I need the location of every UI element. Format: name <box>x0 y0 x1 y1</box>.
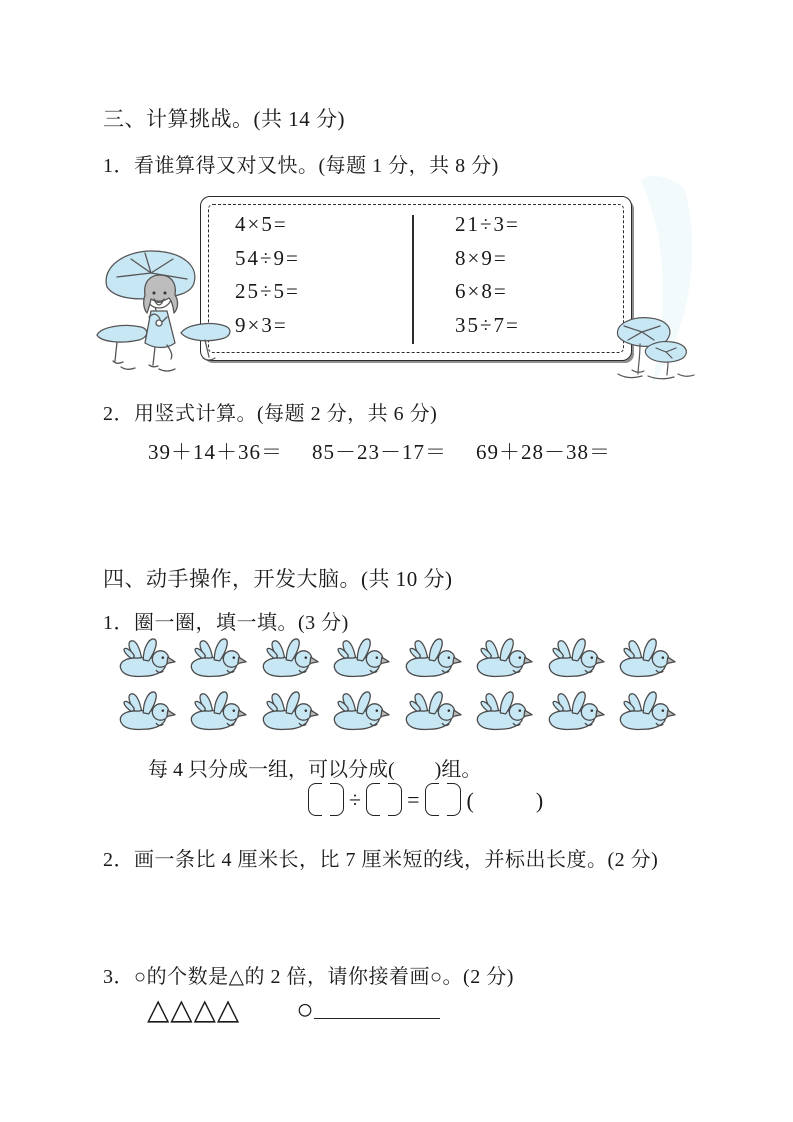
section-4-q3-label: 3．○的个数是△的 2 倍，请你接着画○。(2 分) <box>103 966 514 988</box>
bird-row <box>116 634 676 688</box>
section-3-q1-label: 1．看谁算得又对又快。(每题 1 分，共 8 分) <box>103 155 499 177</box>
bird-illustration <box>616 687 676 737</box>
expression: 39＋14＋36＝ <box>148 440 283 464</box>
bird-illustration <box>402 634 462 684</box>
answer-unit-paren: ( ) <box>466 788 550 813</box>
bird-illustration <box>116 634 176 684</box>
circle-shape: ○ <box>296 994 314 1026</box>
bird-illustration <box>259 687 319 737</box>
expression: 85－23－17＝ <box>312 440 447 464</box>
problem-column-left <box>235 208 300 342</box>
answer-box-dividend <box>308 783 344 816</box>
section-3-q2-label: 2．用竖式计算。(每题 2 分，共 6 分) <box>103 403 438 425</box>
bird-illustration <box>545 687 605 737</box>
bird-illustration <box>473 634 533 684</box>
problem-column-right <box>455 208 520 342</box>
calculation-box <box>200 196 632 361</box>
girl-with-lotus-leaf-illustration <box>93 243 238 375</box>
bird-illustration <box>259 634 319 684</box>
problem: 21÷3= <box>455 212 520 236</box>
bird-illustration <box>116 687 176 737</box>
triangle-shapes: △△△△ <box>147 994 241 1026</box>
bird-illustration <box>616 634 676 684</box>
section-4-heading: 四、动手操作，开发大脑。(共 10 分) <box>103 567 453 591</box>
calculation-box-divider <box>412 215 414 344</box>
problem: 8×9= <box>455 245 508 270</box>
section-3-heading: 三、计算挑战。(共 14 分) <box>103 107 345 131</box>
answer-box-quotient <box>425 783 461 816</box>
problem: 54÷9= <box>235 245 300 270</box>
bird-illustration <box>545 634 605 684</box>
lotus-leaves-illustration <box>610 314 714 380</box>
grouping-fill-sentence: 每 4 只分成一组，可以分成( )组。 <box>148 759 482 781</box>
bird-illustration <box>187 687 247 737</box>
problem: 6×8= <box>455 279 508 303</box>
section-4-q1-label: 1．圈一圈，填一填。(3 分) <box>103 612 349 634</box>
divide-sign: ÷ <box>349 786 362 812</box>
answer-box-divisor <box>366 783 402 816</box>
problem: 35÷7= <box>455 312 520 337</box>
problem: 9×3= <box>235 312 288 337</box>
shapes-row <box>147 992 440 1027</box>
expression: 69＋28－38＝ <box>476 440 611 464</box>
bird-illustration <box>330 687 390 737</box>
draw-circles-blank-line <box>314 994 440 1019</box>
problem: 25÷5= <box>235 279 300 303</box>
bird-illustration <box>402 687 462 737</box>
bird-row <box>116 687 676 741</box>
equals-sign: = <box>407 786 420 812</box>
bird-illustration <box>187 634 247 684</box>
problem: 4×5= <box>235 212 288 236</box>
vertical-calculation-expressions <box>148 436 611 466</box>
division-equation-row <box>308 783 549 816</box>
section-4-q2-label: 2．画一条比 4 厘米长，比 7 厘米短的线，并标出长度。(2 分) <box>103 849 659 871</box>
bird-illustration <box>473 687 533 737</box>
bird-illustration <box>330 634 390 684</box>
